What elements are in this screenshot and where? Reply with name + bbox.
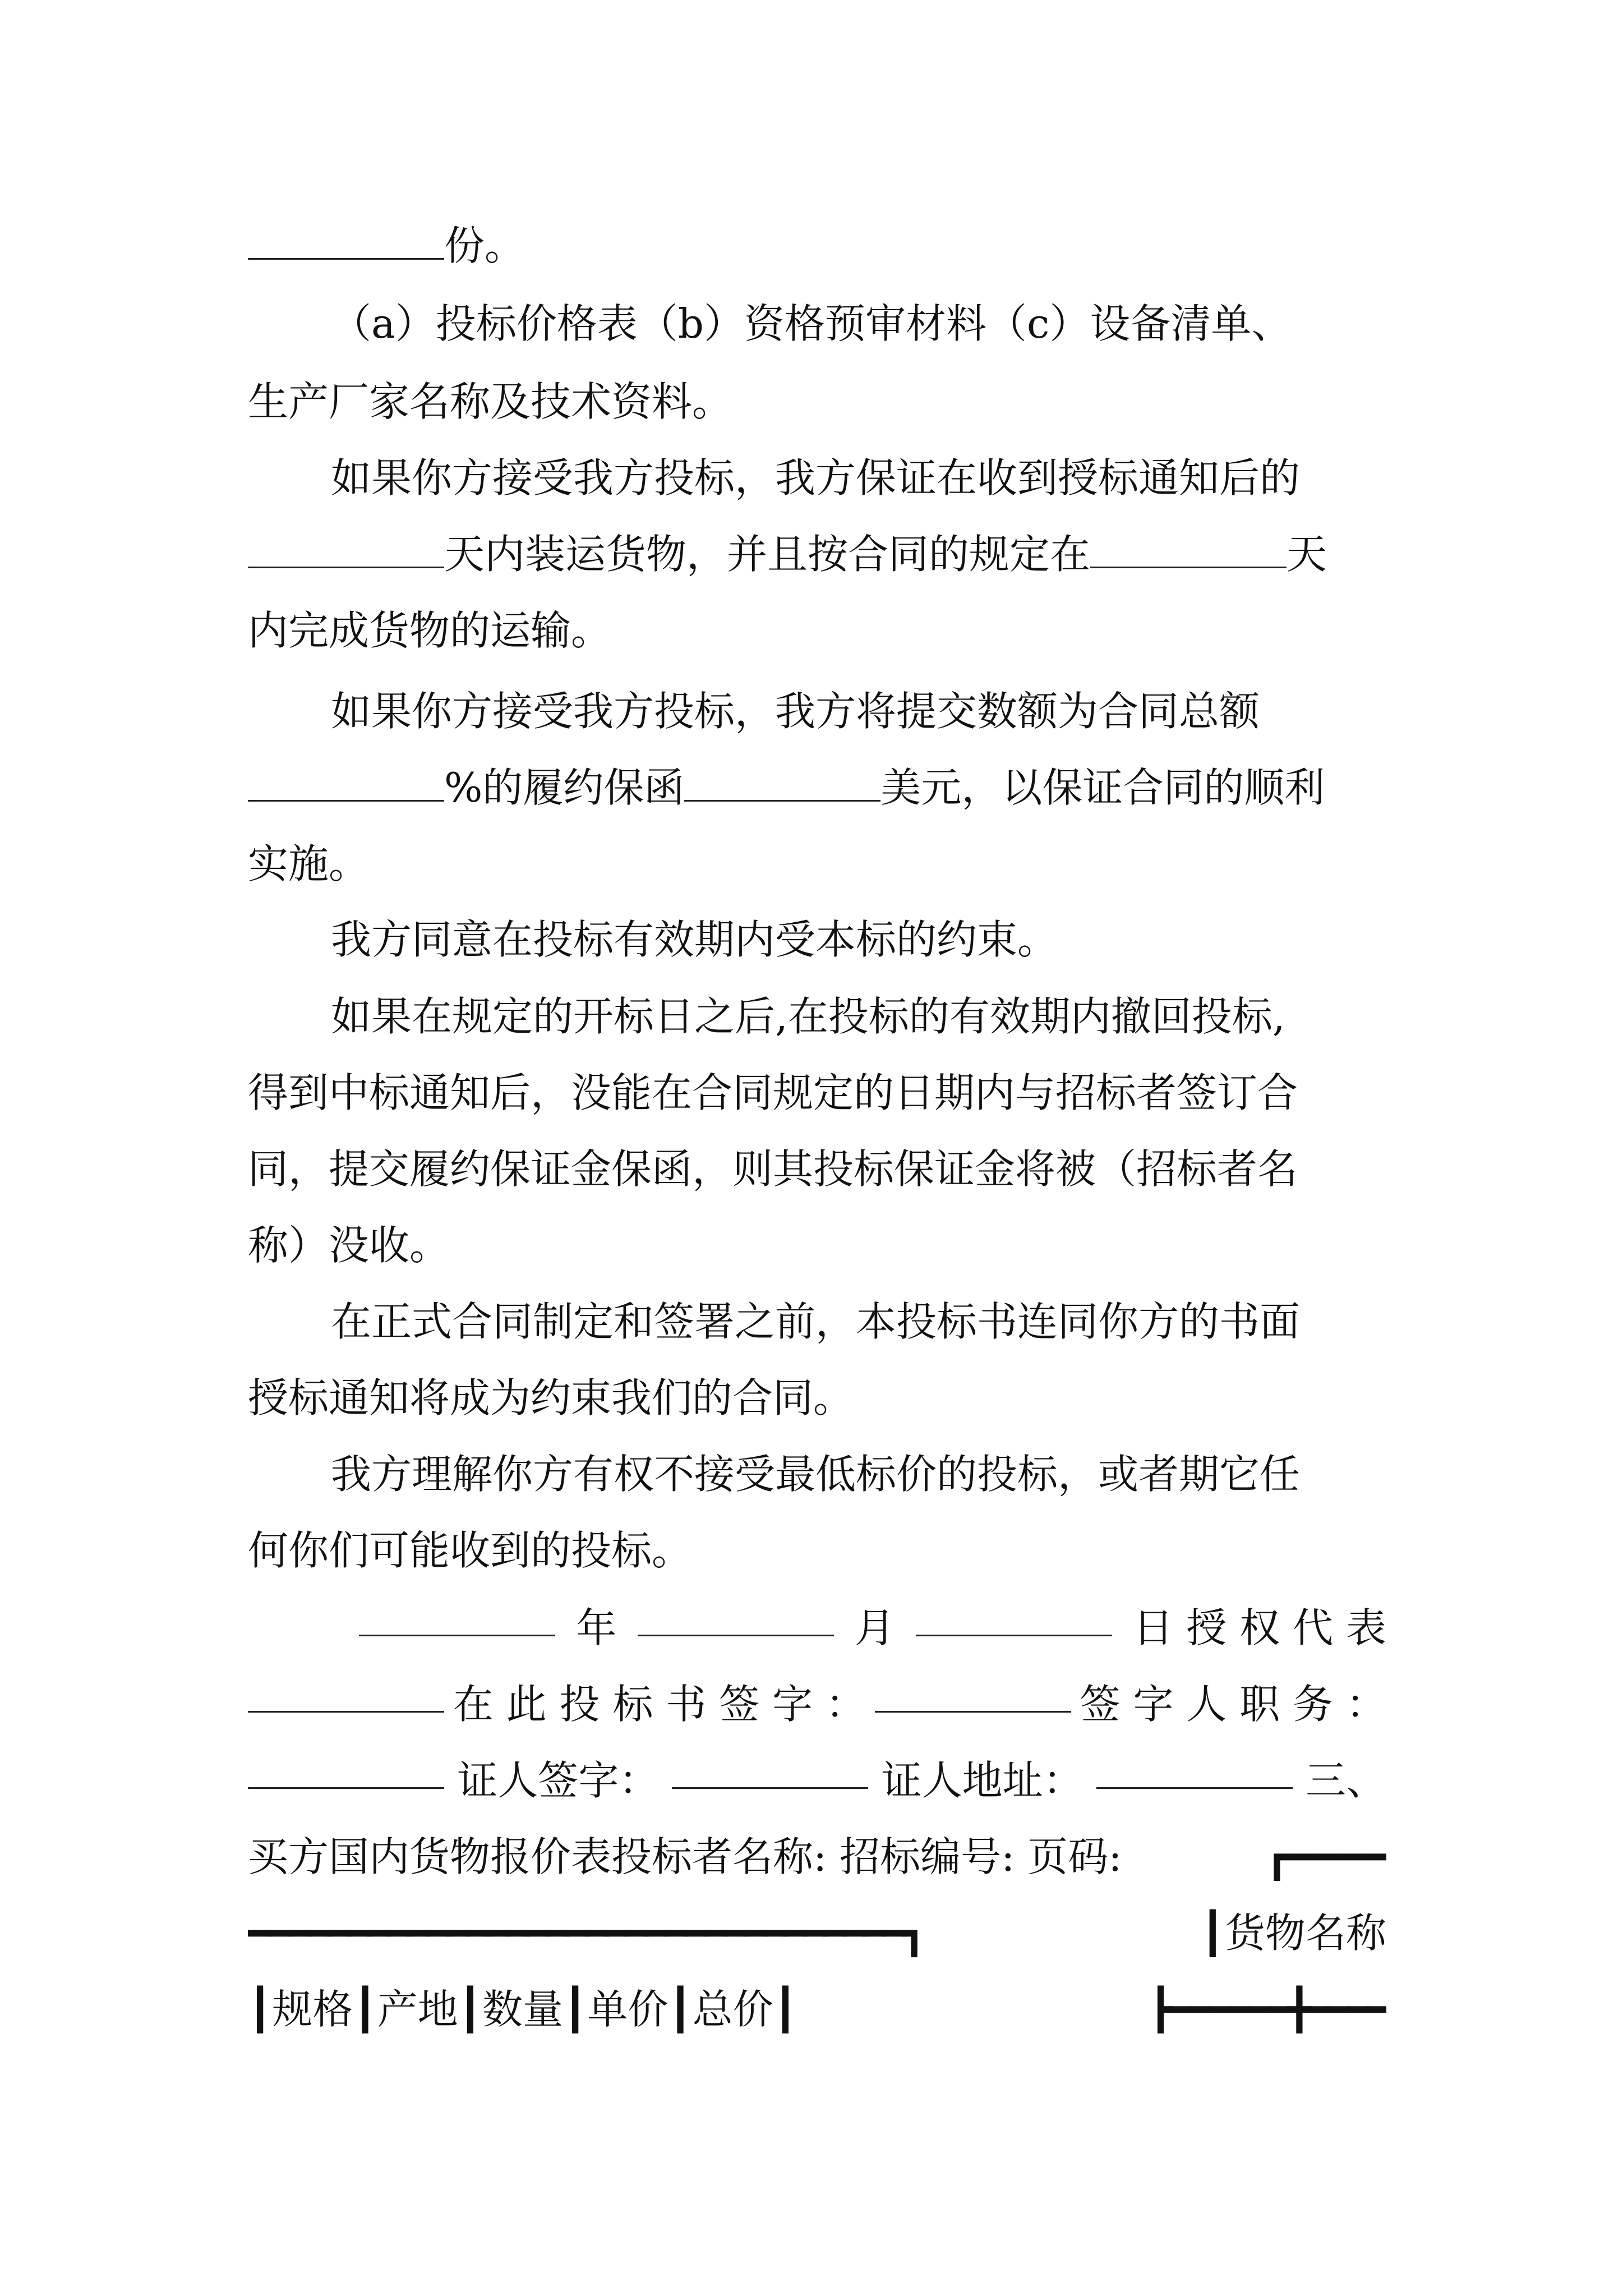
table-header-row [248, 1981, 1386, 2037]
table-caption-line [248, 1829, 1386, 1885]
blank-field [684, 765, 880, 802]
blank-field [916, 1600, 1112, 1636]
para-attachments-line2: 生产厂家名称及技术资料。 [248, 378, 733, 425]
blank-field [1090, 532, 1287, 568]
text-sign-here: 在 此 投 标 书 签 字 ： [453, 1681, 866, 1728]
para-guarantee-line3: 实施。 [248, 840, 370, 887]
para-attachments-line1: （a）投标价格表（b）资格预审材料（c）设备清单、 [331, 300, 1292, 347]
text-month: 月 [854, 1604, 895, 1651]
witness-line [248, 1752, 1386, 1809]
para-withdraw-line4: 称）没收。 [248, 1222, 450, 1269]
blank-field [359, 1600, 555, 1636]
blank-field [248, 532, 444, 568]
para-lowest-bid-line2: 何你们可能收到的投标。 [248, 1527, 693, 1574]
text-witness-address: 证人地址： [881, 1757, 1083, 1804]
para-guarantee-line1: 如果你方接受我方投标，我方将提交数额为合同总额 [331, 688, 1260, 735]
blank-field [248, 223, 444, 260]
table-divider: ┣━━━━━━╋━━━━ [1148, 1986, 1386, 2033]
blank-field [875, 1676, 1071, 1713]
table-col-goods-name: ┃货物名称 [1200, 1910, 1386, 1957]
table-caption: 买方国内货物报价表投标者名称: 招标编号: 页码: [248, 1833, 1122, 1880]
para-withdraw-line1: 如果在规定的开标日之后,在投标的有效期内撤回投标, [331, 993, 1285, 1040]
text-percent-guarantee: %的履约保函 [444, 764, 685, 811]
text-day: 天 [1287, 531, 1327, 578]
signature-date-line [359, 1600, 1386, 1656]
line-copies [248, 218, 1386, 274]
para-withdraw-line3: 同，提交履约保证金保函，则其投标保证金将被（招标者名 [248, 1145, 1298, 1193]
text-shipping-days: 天内装运货物，并且按合同的规定在 [444, 531, 1091, 578]
para-lowest-bid-line1: 我方理解你方有权不接受最低标价的投标，或者期它任 [331, 1451, 1301, 1498]
para-withdraw-line2: 得到中标通知后，没能在合同规定的日期内与招标者签订合 [248, 1069, 1298, 1116]
para-shipping-line2 [248, 526, 1386, 582]
para-shipping-line1: 如果你方接受我方投标，我方保证在收到授标通知后的 [331, 454, 1301, 501]
blank-field [1096, 1752, 1293, 1789]
table-border-line [248, 1905, 1386, 1961]
para-guarantee-line2 [248, 760, 1386, 816]
para-shipping-line3: 内完成货物的运输。 [248, 607, 612, 654]
blank-field [672, 1752, 868, 1789]
text-day-representative: 日 授 权 代 表 [1133, 1604, 1386, 1651]
text-section-3: 三、 [1305, 1757, 1386, 1804]
blank-field [638, 1600, 834, 1636]
para-binding: 我方同意在投标有效期内受本标的约束。 [331, 916, 1058, 963]
signature-sign-line [248, 1676, 1386, 1732]
text-witness-sign: 证人签字： [457, 1757, 660, 1804]
text-copies: 份。 [444, 222, 525, 269]
blank-field [248, 1676, 444, 1713]
para-contract-line1: 在正式合同制定和签署之前，本投标书连同你方的书面 [331, 1298, 1301, 1345]
table-top-border: ┏━━━━ [1265, 1833, 1386, 1880]
text-signer-title: 签 字 人 职 务 ： [1080, 1681, 1386, 1728]
blank-field [248, 1752, 444, 1789]
text-usd: 美元，以保证合同的顺利 [880, 764, 1325, 811]
table-border: ━━━━━━━━━━━━━━━━━━━━━━━━━━━━━━━━━┓ [248, 1910, 922, 1957]
para-contract-line2: 授标通知将成为约束我们的合同。 [248, 1374, 854, 1421]
table-header-cells: ┃规格┃产地┃数量┃单价┃总价┃ [248, 1986, 798, 2033]
text-year: 年 [576, 1604, 617, 1651]
blank-field [248, 765, 444, 802]
